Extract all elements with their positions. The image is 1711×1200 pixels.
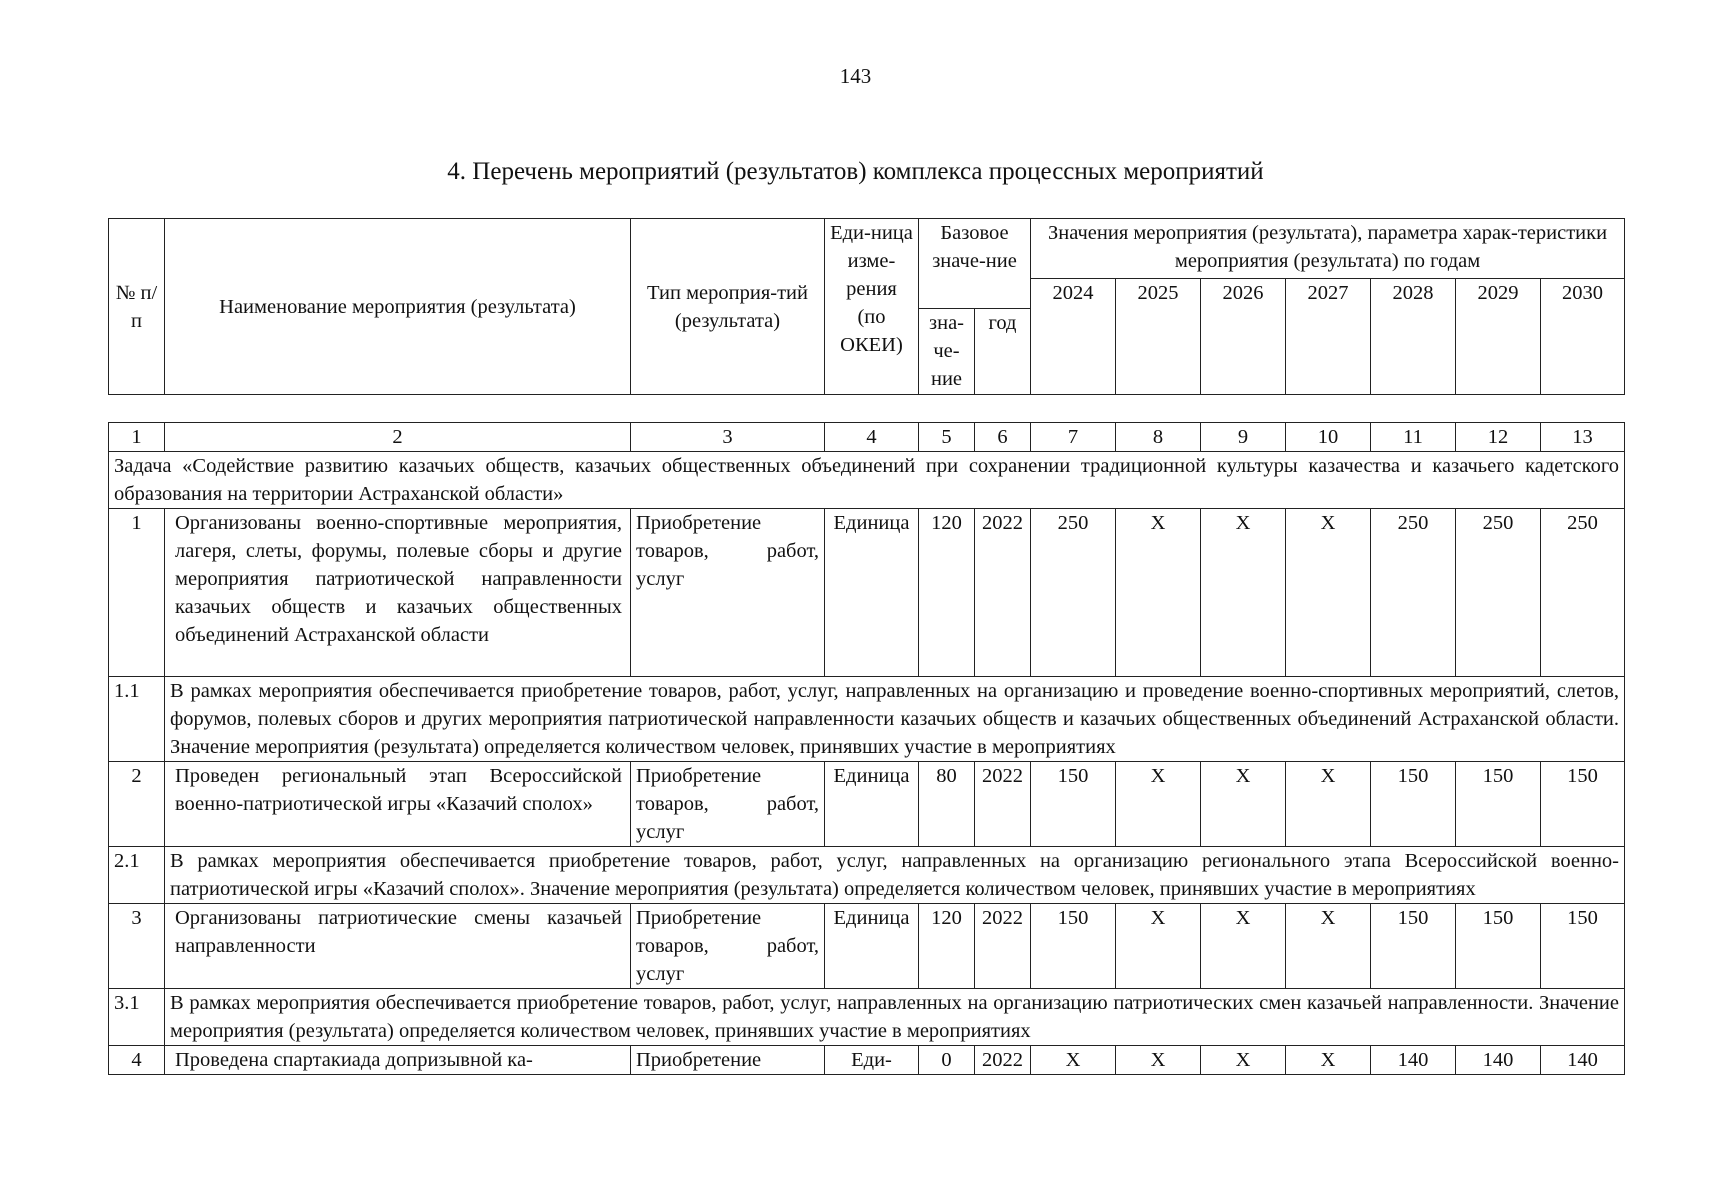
row-value-2030: 150 (1541, 762, 1625, 847)
header-unit: Еди-ница изме-рения (по ОКЕИ) (825, 219, 919, 395)
row-type: Приобретение товаров, работ, услуг (631, 762, 825, 847)
header-name: Наименование мероприятия (результата) (165, 219, 631, 395)
row-value-2025: X (1116, 509, 1201, 677)
sub-row (109, 677, 1625, 762)
header-base-year: год (975, 309, 1031, 395)
column-number: 5 (919, 423, 975, 452)
row-base-value: 80 (919, 762, 975, 847)
body-table (108, 422, 1625, 1075)
sub-row-text: В рамках мероприятия обеспечивается приобретение товаров, работ, услуг, направленных на организацию регионального этапа Всероссийской военно-патриотической игры «Казачий сполох». Значение мероприятия (результата) определяется количеством человек, принявших участие в мероприятиях (165, 847, 1625, 904)
header-base-value: зна-че-ние (919, 309, 975, 395)
row-value-2030: 250 (1541, 509, 1625, 677)
row-value-2029: 150 (1456, 904, 1541, 989)
row-unit: Единица (825, 509, 919, 677)
header-year: 2029 (1456, 279, 1541, 395)
row-value-2024: 150 (1031, 762, 1116, 847)
column-number: 7 (1031, 423, 1116, 452)
sub-row-text: В рамках мероприятия обеспечивается приобретение товаров, работ, услуг, направленных на организацию и проведение военно-спортивных мероприятий, слетов, форумов, полевых сборов и других мероприятия патриотической направленности казачьих обществ и казачьих общественных объединений Астраханской области. Значение мероприятия (результата) определяется количеством человек, принявших участие в мероприятиях (165, 677, 1625, 762)
row-base-year: 2022 (975, 904, 1031, 989)
header-year: 2026 (1201, 279, 1286, 395)
sub-row-text: В рамках мероприятия обеспечивается приобретение товаров, работ, услуг, направленных на организацию патриотических смен казачьей направленности. Значение мероприятия (результата) определяется количеством человек, принявших участие в мероприятиях (165, 989, 1625, 1046)
row-value-2028: 250 (1371, 509, 1456, 677)
column-number: 12 (1456, 423, 1541, 452)
row-value-2024: 150 (1031, 904, 1116, 989)
header-year: 2028 (1371, 279, 1456, 395)
row-value-2030: 150 (1541, 904, 1625, 989)
header-year: 2025 (1116, 279, 1201, 395)
row-value-2027: X (1286, 904, 1371, 989)
row-num: 3 (109, 904, 165, 989)
row-unit: Единица (825, 904, 919, 989)
table-row (109, 762, 1625, 847)
row-value-2026: X (1201, 904, 1286, 989)
header-values-title: Значения мероприятия (результата), параметра харак-теристики мероприятия (результата) по годам (1031, 219, 1625, 279)
page-number: 143 (839, 64, 872, 88)
table-row (109, 1046, 1625, 1075)
sub-row-num: 1.1 (109, 677, 165, 762)
row-value-2025: X (1116, 1046, 1201, 1075)
row-value-2027: X (1286, 762, 1371, 847)
row-value-2026: X (1201, 1046, 1286, 1075)
column-number: 11 (1371, 423, 1456, 452)
row-value-2028: 150 (1371, 904, 1456, 989)
row-value-2030: 140 (1541, 1046, 1625, 1075)
header-year: 2030 (1541, 279, 1625, 395)
sub-row (109, 847, 1625, 904)
column-number: 1 (109, 423, 165, 452)
row-num: 1 (109, 509, 165, 677)
task-text: Задача «Содействие развитию казачьих обществ, казачьих общественных объединений при сохранении традиционной культуры казачества и казачьего кадетского образования на территории Астраханской области» (109, 452, 1625, 509)
row-type: Приобретение товаров, работ, услуг (631, 904, 825, 989)
column-number: 4 (825, 423, 919, 452)
row-value-2026: X (1201, 509, 1286, 677)
table-title: 4. Перечень мероприятий (результатов) комплекса процессных мероприятий (447, 158, 1264, 185)
header-num: № п/п (109, 219, 165, 395)
row-name: Проведена спартакиада допризывной ка- (165, 1046, 631, 1075)
row-name: Организованы патриотические смены казачьей направленности (165, 904, 631, 989)
row-value-2029: 150 (1456, 762, 1541, 847)
row-value-2025: X (1116, 904, 1201, 989)
header-year: 2027 (1286, 279, 1371, 395)
header-base: Базовое значе-ние (919, 219, 1031, 309)
row-unit: Единица (825, 762, 919, 847)
column-number-row (109, 423, 1625, 452)
column-number: 2 (165, 423, 631, 452)
row-value-2028: 140 (1371, 1046, 1456, 1075)
table-row (109, 904, 1625, 989)
row-name: Организованы военно-спортивные мероприятия, лагеря, слеты, форумы, полевые сборы и другие мероприятия патриотической направленности казачьих обществ и казачьих общественных объединений Астраханской области (165, 509, 631, 677)
column-number: 9 (1201, 423, 1286, 452)
sub-row (109, 989, 1625, 1046)
row-value-2028: 150 (1371, 762, 1456, 847)
row-value-2029: 140 (1456, 1046, 1541, 1075)
row-value-2024: 250 (1031, 509, 1116, 677)
row-base-year: 2022 (975, 762, 1031, 847)
table-row (109, 509, 1625, 677)
column-number: 10 (1286, 423, 1371, 452)
row-value-2024: X (1031, 1046, 1116, 1075)
header-year: 2024 (1031, 279, 1116, 395)
row-value-2025: X (1116, 762, 1201, 847)
task-row (109, 452, 1625, 509)
row-base-value: 120 (919, 509, 975, 677)
row-value-2027: X (1286, 509, 1371, 677)
row-value-2029: 250 (1456, 509, 1541, 677)
column-number: 3 (631, 423, 825, 452)
header-type: Тип мероприя-тий (результата) (631, 219, 825, 395)
column-number: 6 (975, 423, 1031, 452)
column-number: 8 (1116, 423, 1201, 452)
sub-row-num: 3.1 (109, 989, 165, 1046)
row-base-value: 0 (919, 1046, 975, 1075)
row-num: 2 (109, 762, 165, 847)
header-table (108, 218, 1625, 395)
row-value-2026: X (1201, 762, 1286, 847)
row-name: Проведен региональный этап Всероссийской военно-патриотической игры «Казачий сполох» (165, 762, 631, 847)
row-unit: Еди- (825, 1046, 919, 1075)
row-value-2027: X (1286, 1046, 1371, 1075)
row-type: Приобретение товаров, работ, услуг (631, 509, 825, 677)
row-base-value: 120 (919, 904, 975, 989)
row-base-year: 2022 (975, 509, 1031, 677)
row-num: 4 (109, 1046, 165, 1075)
sub-row-num: 2.1 (109, 847, 165, 904)
row-type: Приобретение (631, 1046, 825, 1075)
column-number: 13 (1541, 423, 1625, 452)
row-base-year: 2022 (975, 1046, 1031, 1075)
